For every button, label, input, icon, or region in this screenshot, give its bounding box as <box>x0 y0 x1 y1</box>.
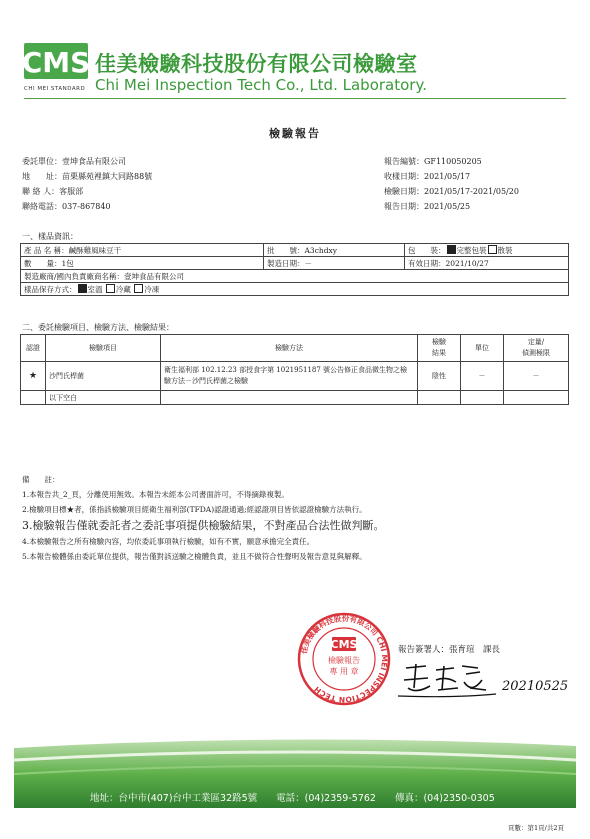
row-limit: － <box>504 362 569 391</box>
company-logo <box>24 43 88 85</box>
note-2: 2.檢驗項目標★者，係指該檢驗項目經衛生福利部(TFDA)認證通過;經認證項目皆依認證檢驗方法執行。 <box>22 505 367 514</box>
report-no-row: 報告編號：GF110050205 <box>384 157 482 166</box>
contact-row: 聯 絡 人：客服部 <box>22 187 84 196</box>
sample-table <box>20 243 569 296</box>
table-row <box>21 391 569 405</box>
product-name: 產 品 名 稱：鹹酥雞風味豆干 <box>21 244 264 257</box>
col-item: 檢驗項目 <box>46 335 161 362</box>
test-date-row: 檢驗日期：2021/05/17-2021/05/20 <box>384 187 519 196</box>
client-row: 委託單位：壹坤食品有限公司 <box>22 157 126 166</box>
storage-room-checkbox <box>78 284 87 293</box>
handwritten-signature <box>396 658 590 700</box>
storage-fridge-checkbox <box>106 284 115 293</box>
col-unit: 單位 <box>461 335 504 362</box>
col-cert: 認證 <box>21 335 46 362</box>
signer-row: 報告簽署人：張育瑄 課長 <box>398 645 501 655</box>
storage: 樣品保存方式： 室溫 冷藏 冷凍 <box>21 283 569 296</box>
tests-heading: 二、委託檢驗項目、檢驗方法、檢驗結果： <box>22 323 174 332</box>
company-name-en: Chi Mei Inspection Tech Co., Ltd. Laboratory. <box>95 76 427 94</box>
official-seal <box>296 611 392 707</box>
batch-no: 批 號：A3chdxy <box>264 244 405 257</box>
col-result: 檢驗 結果 <box>418 335 461 362</box>
mfg-date: 製造日期：－ <box>264 257 405 270</box>
phone-row: 聯絡電話：037-867840 <box>22 202 111 211</box>
note-5: 5.本報告檢體係由委託單位提供，報告僅對該送驗之檢體負責，並且不做符合性聲明及報告意見與解釋。 <box>22 552 367 561</box>
note-1: 1.本報告共_2_頁，分離使用無效。本報告未經本公司書面許可，不得摘錄複製。 <box>22 490 289 499</box>
table-row <box>21 362 569 391</box>
tests-table <box>20 334 569 405</box>
note-4: 4.本檢驗報告之所有檢驗內容，均依委託事項執行檢驗，如有不實，願意承擔完全責任。 <box>22 537 315 546</box>
seal-ring-text: 佳美檢驗科技股份有限公司 CHI MEI INSPECTION TECH <box>299 613 390 705</box>
storage-freeze-checkbox <box>134 284 143 293</box>
row-result: 陰性 <box>418 362 461 391</box>
received-date-row: 收樣日期：2021/05/17 <box>384 172 471 181</box>
header-divider <box>24 98 566 99</box>
report-date-row: 報告日期：2021/05/25 <box>384 202 471 211</box>
footer-contact: 地址：台中市(407)台中工業區32路5號 電話：(04)2359-5762 傳真：(04)2350-0305 <box>90 793 495 804</box>
col-limit: 定量/ 偵測極限 <box>504 335 569 362</box>
row-item: 沙門氏桿菌 <box>46 362 161 391</box>
notes-heading: 備 註： <box>22 475 60 484</box>
quantity: 數 量：1包 <box>21 257 264 270</box>
page-number: 頁數：第1頁/共2頁 <box>508 824 564 832</box>
logo-text: CMS <box>24 46 88 79</box>
seal-line-1: 檢驗報告 <box>328 656 360 665</box>
logo-caption: CHI MEI STANDARD <box>24 86 86 92</box>
col-method: 檢驗方法 <box>161 335 418 362</box>
address-row: 地 址：苗栗縣苑裡鎮大同路88號 <box>22 172 153 181</box>
pack-bulk-checkbox <box>488 245 497 254</box>
page-title: 檢驗報告 <box>269 127 321 140</box>
pack-complete-checkbox <box>447 245 456 254</box>
exp-date: 有效日期：2021/10/27 <box>405 257 569 270</box>
row-unit: － <box>461 362 504 391</box>
end-text: 以下空白 <box>46 391 161 405</box>
svg-text:20210525: 20210525 <box>502 679 569 694</box>
sample-heading: 一、樣品資訊： <box>22 232 78 241</box>
note-3: 3.檢驗報告僅就委託者之委託事項提供檢驗結果，不對產品合法性做判斷。 <box>22 519 385 532</box>
packaging: 包 裝： 完整包裝 散裝 <box>405 244 569 257</box>
row-method: 衛生福利部 102.12.23 部授食字第 1021951187 號公告修正食品微生物之檢驗方法－沙門氏桿菌之檢驗 <box>161 362 418 391</box>
cert-star: ★ <box>21 362 46 391</box>
seal-line-2: 專 用 章 <box>329 667 359 676</box>
manufacturer: 製造廠商/國內負責廠商名稱：壹坤食品有限公司 <box>21 270 569 283</box>
seal-logo: CMS <box>330 638 358 651</box>
company-name-cn: 佳美檢驗科技股份有限公司檢驗室 <box>95 52 418 76</box>
